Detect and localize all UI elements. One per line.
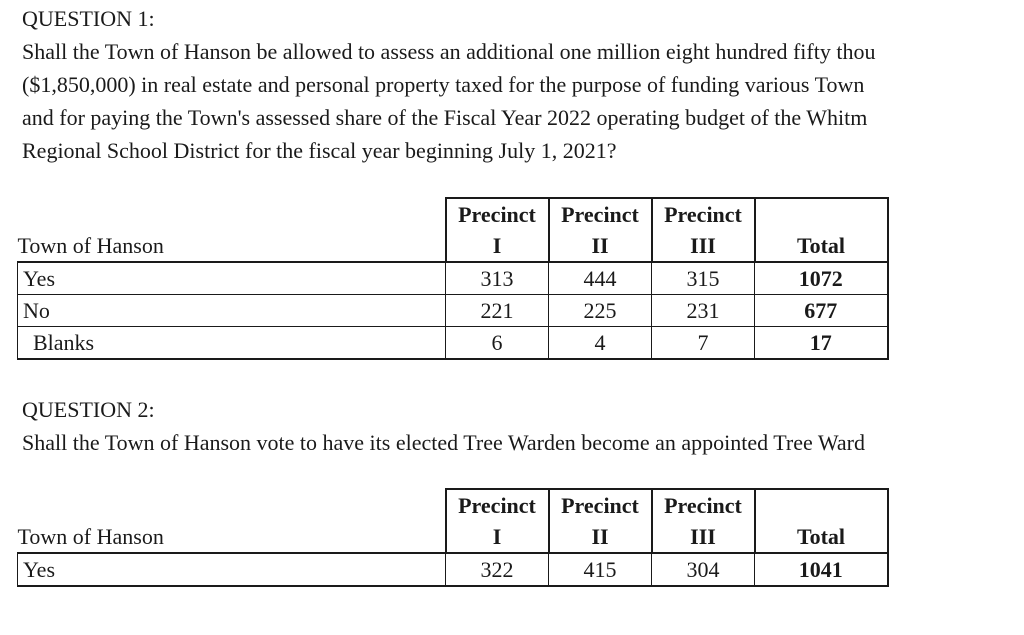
- vote-count: 231: [652, 295, 755, 327]
- precinct-number: II: [549, 521, 652, 553]
- vote-count: 225: [549, 295, 652, 327]
- row-total: 17: [755, 327, 888, 360]
- precinct-number: III: [652, 521, 755, 553]
- question-1-line: and for paying the Town's assessed share of the Fiscal Year 2022 operating budget of the Whitm: [22, 105, 868, 130]
- table-row: [18, 327, 888, 360]
- row-label: Yes: [18, 262, 446, 295]
- question-1-title: QUESTION 1:: [22, 6, 155, 31]
- question-2-line: Shall the Town of Hanson vote to have its elected Tree Warden become an appointed Tree Ward: [22, 430, 865, 455]
- total-header: Total: [755, 230, 888, 262]
- vote-count: 221: [446, 295, 549, 327]
- precinct-header: Precinct: [652, 489, 755, 521]
- precinct-header: Precinct: [549, 198, 652, 230]
- row-label: Yes: [18, 553, 446, 586]
- vote-count: 313: [446, 262, 549, 295]
- vote-count: 444: [549, 262, 652, 295]
- question-2-title: QUESTION 2:: [22, 397, 155, 422]
- question-2-text: [22, 426, 865, 459]
- row-label: No: [18, 295, 446, 327]
- vote-count: 6: [446, 327, 549, 360]
- precinct-header: Precinct: [549, 489, 652, 521]
- vote-count: 322: [446, 553, 549, 586]
- row-total: 1072: [755, 262, 888, 295]
- question-1-line: ($1,850,000) in real estate and personal property taxed for the purpose of funding various Town: [22, 72, 865, 97]
- row-label: Blanks: [18, 327, 446, 360]
- table-row: [18, 295, 888, 327]
- question-2-results-table: [17, 488, 889, 587]
- table-row: [18, 262, 888, 295]
- town-label: Town of Hanson: [17, 524, 164, 549]
- precinct-number: III: [652, 230, 755, 262]
- question-1-text: [22, 35, 875, 167]
- precinct-number: I: [446, 230, 549, 262]
- question-1-line: Regional School District for the fiscal year beginning July 1, 2021?: [22, 138, 617, 163]
- vote-count: 4: [549, 327, 652, 360]
- precinct-header: Precinct: [446, 489, 549, 521]
- vote-count: 415: [549, 553, 652, 586]
- question-1-line: Shall the Town of Hanson be allowed to assess an additional one million eight hundred fifty thou: [22, 39, 876, 64]
- vote-count: 304: [652, 553, 755, 586]
- vote-count: 7: [652, 327, 755, 360]
- table-row: [18, 553, 888, 586]
- question-1-results-table: [17, 197, 889, 360]
- total-header: Total: [755, 521, 888, 553]
- precinct-number: I: [446, 521, 549, 553]
- precinct-number: II: [549, 230, 652, 262]
- precinct-header: Precinct: [652, 198, 755, 230]
- vote-count: 315: [652, 262, 755, 295]
- row-total: 1041: [755, 553, 888, 586]
- precinct-header: Precinct: [446, 198, 549, 230]
- town-label: Town of Hanson: [17, 233, 164, 258]
- row-total: 677: [755, 295, 888, 327]
